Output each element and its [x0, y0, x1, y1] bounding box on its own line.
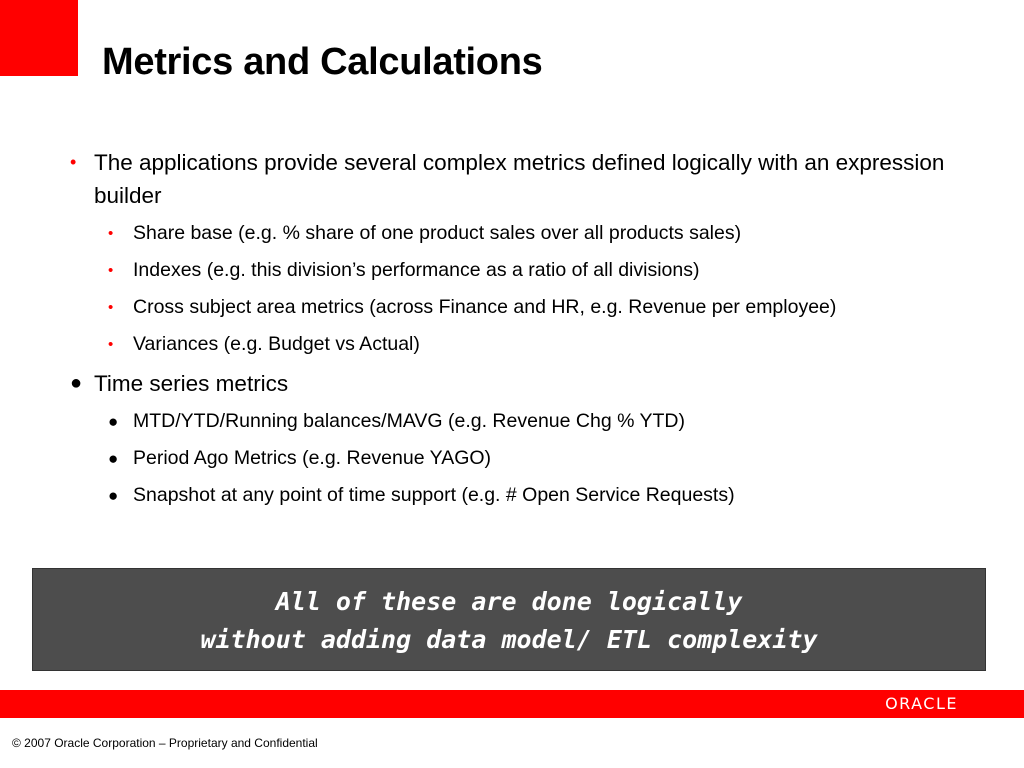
- bullet-marker: •: [70, 152, 77, 172]
- sub-bullet-item: [66, 218, 966, 249]
- sub-bullet-marker: •: [108, 225, 114, 242]
- sub-bullet-text: Period Ago Metrics (e.g. Revenue YAGO): [133, 447, 492, 469]
- copyright-notice: © 2007 Oracle Corporation – Proprietary and Confidential: [12, 736, 318, 750]
- oracle-logo: ORACLE: [885, 694, 958, 713]
- sub-bullet-item: [66, 443, 966, 474]
- sub-bullet-item: [66, 292, 966, 323]
- sub-bullet-marker: ●: [108, 412, 119, 431]
- sub-bullet-marker: ●: [108, 449, 119, 468]
- sub-bullet-text: Variances (e.g. Budget vs Actual): [133, 333, 420, 355]
- sub-bullet-marker: ●: [108, 486, 119, 505]
- callout-line-2: without adding data model/ ETL complexity: [200, 625, 818, 654]
- sub-bullet-text: Share base (e.g. % share of one product sales over all products sales): [133, 222, 742, 244]
- bullet-marker: ●: [70, 372, 83, 394]
- bullet-item-time-series: [66, 367, 966, 400]
- sub-bullet-text: MTD/YTD/Running balances/MAVG (e.g. Revenue Chg % YTD): [133, 410, 685, 432]
- sub-bullet-item: [66, 329, 966, 360]
- sub-bullet-text: Cross subject area metrics (across Finance and HR, e.g. Revenue per employee): [133, 296, 837, 318]
- bullet-text: The applications provide several complex metrics defined logically with an expression builder: [94, 150, 945, 208]
- callout-box: [32, 568, 986, 671]
- sub-bullet-marker: •: [108, 262, 114, 279]
- bullet-text: Time series metrics: [94, 371, 289, 396]
- slide-title: Metrics and Calculations: [102, 41, 543, 83]
- sub-bullet-text: Snapshot at any point of time support (e.g. # Open Service Requests): [133, 484, 735, 506]
- bullet-list: [66, 146, 966, 511]
- sub-bullet-marker: •: [108, 336, 114, 353]
- sub-bullet-item: [66, 406, 966, 437]
- sub-bullet-item: [66, 255, 966, 286]
- sub-bullet-item: [66, 480, 966, 511]
- footer-band: [0, 690, 1024, 718]
- sub-bullet-marker: •: [108, 299, 114, 316]
- corner-accent-block: [0, 0, 78, 76]
- bullet-item-metrics: [66, 146, 966, 212]
- sub-bullet-text: Indexes (e.g. this division’s performance as a ratio of all divisions): [133, 259, 700, 281]
- callout-line-1: All of these are done logically: [275, 587, 743, 616]
